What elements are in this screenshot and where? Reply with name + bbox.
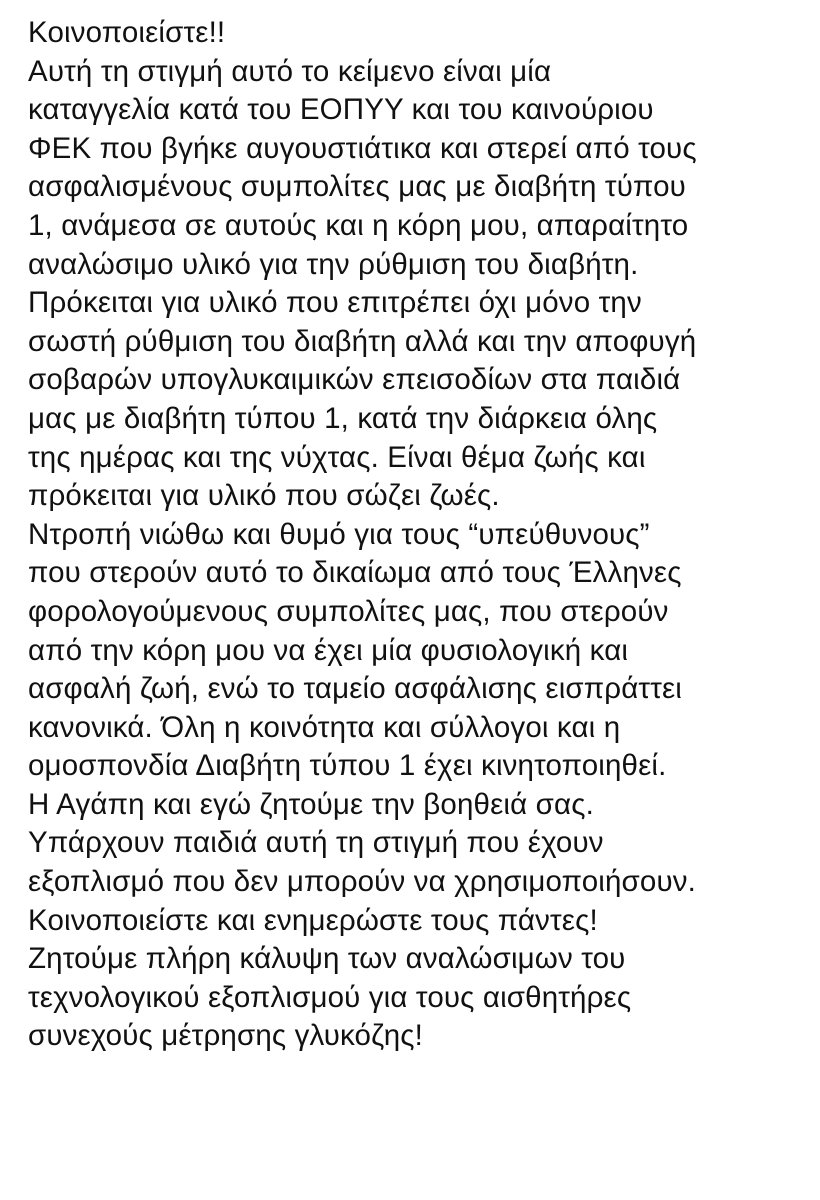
text-line: εξοπλισμό που δεν μπορούν να χρησιμοποιήσουν. [28,865,696,899]
text-line: φορολογούμενους συμπολίτες μας, που στερούν [28,594,669,628]
text-line: τεχνολογικού εξοπλισμού για τους αισθητήρες [28,980,632,1014]
text-line: ομοσπονδία Διαβήτη τύπου 1 έχει κινητοποιηθεί. [28,749,667,783]
text-line: συνεχούς μέτρησης γλυκόζης! [28,1019,423,1053]
text-line: Αυτή τη στιγμή αυτό το κείμενο είναι μία [28,54,552,88]
text-line: ΦΕΚ που βγήκε αυγουστιάτικα και στερεί από τους [28,131,697,165]
text-line: Ζητούμε πλήρη κάλυψη των αναλώσιμων του [28,942,626,976]
text-line: Ντροπή νιώθω και θυμό για τους “υπεύθυνους” [28,517,650,551]
text-line: αναλώσιμο υλικό για την ρύθμιση του διαβήτη. [28,247,639,281]
text-line: πρόκειται για υλικό που σώζει ζωές. [28,479,500,513]
text-line: της ημέρας και της νύχτας. Είναι θέμα ζωής και [28,440,646,474]
text-line: σωστή ρύθμιση του διαβήτη αλλά και την αποφυγή [28,324,697,358]
text-line: ασφαλισμένους συμπολίτες μας με διαβήτη τύπου [28,170,686,204]
text-line: μας με διαβήτη τύπου 1, κατά την διάρκεια όλης [28,401,658,435]
text-line: καταγγελία κατά του ΕΟΠΥΥ και του καινούριου [28,93,654,127]
text-line: από την κόρη μου να έχει μία φυσιολογική και [28,633,629,667]
text-line: Πρόκειται για υλικό που επιτρέπει όχι μόνο την [28,286,642,320]
text-line: 1, ανάμεσα σε αυτούς και η κόρη μου, απαραίτητο [28,208,689,242]
text-line: Υπάρχουν παιδιά αυτή τη στιγμή που έχουν [28,826,604,860]
text-line: Η Αγάπη και εγώ ζητούμε την βοηθειά σας. [28,787,594,821]
text-line: ασφαλή ζωή, ενώ το ταμείο ασφάλισης εισπράττει [28,672,683,706]
text-line: Κοινοποιείστε!! [28,16,226,49]
text-line: σοβαρών υπογλυκαιμικών επεισοδίων στα παιδιά [28,363,681,397]
text-line: που στερούν αυτό το δικαίωμα από τους Έλληνες [28,556,682,590]
text-line: κανονικά. Όλη η κοινότητα και σύλλογοι και η [28,710,621,744]
text-line: Κοινοποιείστε και ενημερώστε τους πάντες! [28,903,598,937]
post-text [28,14,818,1056]
